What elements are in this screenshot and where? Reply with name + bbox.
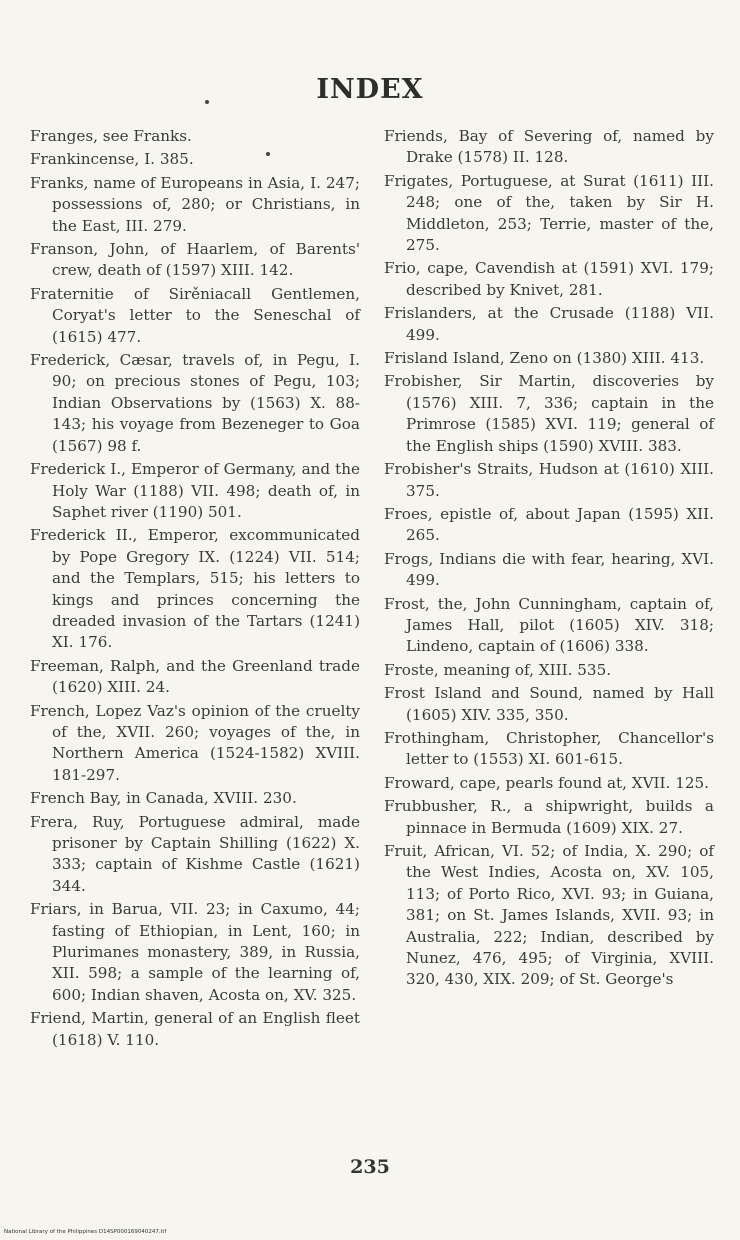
index-column-left — [30, 126, 360, 1053]
index-entry: Frederick II., Emperor, excommunicated by Pope Gregory IX. (1224) VII. 514; and the Templars, 515; his letters to kings and princes concerning the dreaded invasion of the Tartars (1241) XI. 176. — [30, 526, 360, 652]
index-entry: French, Lopez Vaz's opinion of the cruelty of the, XVII. 260; voyages of the, in Northern America (1524-1582) XVIII. 181-297. — [30, 701, 360, 784]
index-entry: Frobisher, Sir Martin, discoveries by (1576) XIII. 7, 336; captain in the Primrose (1585) XVI. 119; general of the English ships (1590) XVIII. 383. — [384, 372, 714, 455]
index-entry: Frost, the, John Cunningham, captain of, James Hall, pilot (1605) XIV. 318; Lindeno, captain of (1606) 338. — [384, 594, 714, 656]
index-entry: Frislanders, at the Crusade (1188) VII. 499. — [384, 304, 714, 344]
index-entry: Frobisher's Straits, Hudson at (1610) XIII. 375. — [384, 460, 714, 500]
index-entry: Frera, Ruy, Portuguese admiral, made prisoner by Captain Shilling (1622) X. 333; captain of Kishme Castle (1621) 344. — [30, 812, 360, 895]
index-entry: Frederick I., Emperor of Germany, and the Holy War (1188) VII. 498; death of, in Saphet river (1190) 501. — [30, 460, 360, 521]
index-entry: French Bay, in Canada, XVIII. 230. — [30, 789, 297, 808]
index-entry: Froste, meaning of, XIII. 535. — [384, 660, 612, 679]
index-entry: Franges, see Franks. — [30, 127, 192, 145]
index-entry: Frederick, Cæsar, travels of, in Pegu, I. 90; on precious stones of Pegu, 103; Indian Observations by (1563) X. 88-143; his voyage from Bezeneger to Goa (1567) 98 f. — [30, 351, 360, 455]
index-entry: Frothingham, Christopher, Chancellor's letter to (1553) XI. 601-615. — [384, 728, 714, 769]
index-column-right — [384, 126, 714, 993]
page-number: 235 — [350, 1156, 390, 1178]
index-entry: Frio, cape, Cavendish at (1591) XVI. 179; described by Knivet, 281. — [384, 259, 714, 299]
index-entry: Friends, Bay of Severing of, named by Drake (1578) II. 128. — [384, 127, 714, 167]
index-entry: Frigates, Portuguese, at Surat (1611) III. 248; one of the, taken by Sir H. Middleton, 253; Terrie, master of the, 275. — [384, 171, 714, 255]
index-entry: Frost Island and Sound, named by Hall (1605) XIV. 335, 350. — [384, 684, 714, 724]
index-entry: Frankincense, I. 385. — [30, 150, 194, 169]
index-entry: Froes, epistle of, about Japan (1595) XII. 265. — [384, 504, 714, 545]
index-entry: Frubbusher, R., a shipwright, builds a pinnace in Bermuda (1609) XIX. 27. — [384, 797, 714, 837]
index-entry: Franson, John, of Haarlem, of Barents' crew, death of (1597) XIII. 142. — [30, 240, 360, 280]
scan-footer: National Library of the Philippines D14SP000169040247.tif — [4, 1229, 167, 1235]
index-entry: Fruit, African, VI. 52; of India, X. 290; of the West Indies, Acosta on, XV. 105, 113; of Porto Rico, XVI. 93; in Guiana, 381; on St. James Islands, XVII. 93; in Australia, 222; Indian, described by Nunez, 476, 495; of Virginia, XVIII. 320, 430, XIX. 209; of St. George's — [384, 842, 714, 989]
index-entry: Frisland Island, Zeno on (1380) XIII. 413. — [384, 349, 705, 368]
index-entry: Frogs, Indians die with fear, hearing, XVI. 499. — [384, 549, 714, 590]
print-speck — [266, 152, 270, 156]
index-entry: Friars, in Barua, VII. 23; in Caxumo, 44; fasting of Ethiopian, in Lent, 160; in Plurimanes monastery, 389, in Russia, XII. 598; a sample of the learning of, 600; Indian shaven, Acosta on, XV. 325. — [30, 900, 360, 1004]
index-entry: Fraternitie of Sirěniacall Gentlemen, Coryat's letter to the Seneschal of (1615) 477. — [30, 284, 360, 346]
index-entry: Freeman, Ralph, and the Greenland trade (1620) XIII. 24. — [30, 656, 360, 697]
index-entry: Franks, name of Europeans in Asia, I. 247; possessions of, 280; or Christians, in the East, III. 279. — [30, 173, 360, 235]
page-title: INDEX — [316, 74, 424, 105]
print-speck — [205, 100, 209, 104]
index-entry: Froward, cape, pearls found at, XVII. 125. — [384, 773, 710, 792]
index-entry: Friend, Martin, general of an English fleet (1618) V. 110. — [30, 1009, 360, 1049]
